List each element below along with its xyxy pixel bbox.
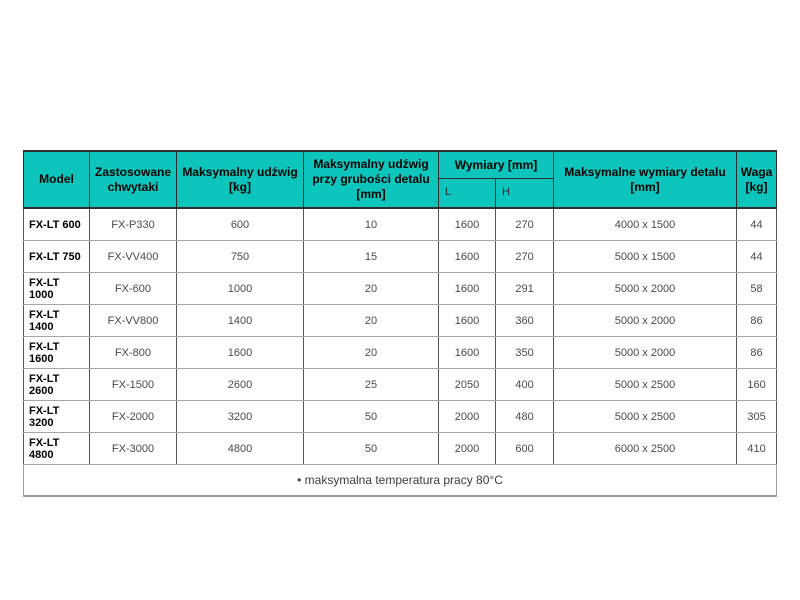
cell-max-lift: 3200 xyxy=(177,401,304,433)
cell-lift-thickness: 25 xyxy=(304,369,439,401)
cell-lift-thickness: 10 xyxy=(304,208,439,241)
cell-model: FX-LT 600 xyxy=(24,208,90,241)
cell-dim-h: 360 xyxy=(496,305,554,337)
table-row xyxy=(24,208,777,241)
cell-weight: 305 xyxy=(737,401,777,433)
col-header-max-lift: Maksymalny udźwig [kg] xyxy=(177,151,304,208)
cell-detail-dims: 6000 x 2500 xyxy=(554,433,737,465)
cell-detail-dims: 5000 x 2000 xyxy=(554,273,737,305)
cell-model: FX-LT 1600 xyxy=(24,337,90,369)
cell-gripper: FX-3000 xyxy=(90,433,177,465)
cell-model: FX-LT 4800 xyxy=(24,433,90,465)
cell-gripper: FX-600 xyxy=(90,273,177,305)
cell-dim-h: 270 xyxy=(496,208,554,241)
cell-gripper: FX-VV400 xyxy=(90,241,177,273)
cell-lift-thickness: 50 xyxy=(304,401,439,433)
cell-gripper: FX-2000 xyxy=(90,401,177,433)
cell-model: FX-LT 750 xyxy=(24,241,90,273)
cell-dim-l: 1600 xyxy=(439,241,496,273)
cell-max-lift: 4800 xyxy=(177,433,304,465)
table-footer xyxy=(24,465,777,497)
cell-gripper: FX-P330 xyxy=(90,208,177,241)
footnote-row xyxy=(24,465,777,497)
cell-dim-h: 480 xyxy=(496,401,554,433)
cell-lift-thickness: 50 xyxy=(304,433,439,465)
product-spec-table xyxy=(23,150,777,497)
col-header-model: Model xyxy=(24,151,90,208)
col-header-dimensions-group: Wymiary [mm] xyxy=(439,151,554,179)
cell-weight: 160 xyxy=(737,369,777,401)
table-row xyxy=(24,241,777,273)
cell-dim-h: 350 xyxy=(496,337,554,369)
table-row xyxy=(24,369,777,401)
table-row xyxy=(24,305,777,337)
cell-dim-h: 600 xyxy=(496,433,554,465)
cell-max-lift: 1600 xyxy=(177,337,304,369)
table-row xyxy=(24,401,777,433)
cell-detail-dims: 4000 x 1500 xyxy=(554,208,737,241)
col-header-dim-l: L xyxy=(439,179,496,209)
cell-weight: 44 xyxy=(737,208,777,241)
cell-dim-h: 291 xyxy=(496,273,554,305)
cell-weight: 410 xyxy=(737,433,777,465)
cell-model: FX-LT 2600 xyxy=(24,369,90,401)
cell-detail-dims: 5000 x 2000 xyxy=(554,305,737,337)
col-header-grippers: Zastosowane chwytaki xyxy=(90,151,177,208)
cell-model: FX-LT 3200 xyxy=(24,401,90,433)
col-header-dim-h: H xyxy=(496,179,554,209)
cell-lift-thickness: 15 xyxy=(304,241,439,273)
cell-max-lift: 1400 xyxy=(177,305,304,337)
cell-detail-dims: 5000 x 1500 xyxy=(554,241,737,273)
cell-dim-l: 1600 xyxy=(439,305,496,337)
cell-detail-dims: 5000 x 2000 xyxy=(554,337,737,369)
col-header-max-detail-dims: Maksymalne wymiary detalu [mm] xyxy=(554,151,737,208)
cell-dim-h: 270 xyxy=(496,241,554,273)
cell-max-lift: 750 xyxy=(177,241,304,273)
cell-dim-h: 400 xyxy=(496,369,554,401)
cell-lift-thickness: 20 xyxy=(304,273,439,305)
footnote: • maksymalna temperatura pracy 80°C xyxy=(24,465,777,497)
cell-weight: 44 xyxy=(737,241,777,273)
cell-dim-l: 1600 xyxy=(439,273,496,305)
cell-gripper: FX-1500 xyxy=(90,369,177,401)
cell-lift-thickness: 20 xyxy=(304,305,439,337)
cell-dim-l: 2050 xyxy=(439,369,496,401)
cell-model: FX-LT 1400 xyxy=(24,305,90,337)
cell-model: FX-LT 1000 xyxy=(24,273,90,305)
table-header xyxy=(24,151,777,208)
cell-max-lift: 2600 xyxy=(177,369,304,401)
cell-detail-dims: 5000 x 2500 xyxy=(554,401,737,433)
table-row xyxy=(24,337,777,369)
cell-weight: 86 xyxy=(737,337,777,369)
cell-lift-thickness: 20 xyxy=(304,337,439,369)
cell-dim-l: 2000 xyxy=(439,433,496,465)
cell-weight: 86 xyxy=(737,305,777,337)
cell-dim-l: 1600 xyxy=(439,208,496,241)
cell-max-lift: 1000 xyxy=(177,273,304,305)
header-row-main xyxy=(24,151,777,179)
cell-weight: 58 xyxy=(737,273,777,305)
cell-gripper: FX-VV800 xyxy=(90,305,177,337)
table-row xyxy=(24,273,777,305)
cell-detail-dims: 5000 x 2500 xyxy=(554,369,737,401)
cell-max-lift: 600 xyxy=(177,208,304,241)
col-header-weight: Waga [kg] xyxy=(737,151,777,208)
cell-dim-l: 2000 xyxy=(439,401,496,433)
table-row xyxy=(24,433,777,465)
table-body xyxy=(24,208,777,465)
col-header-max-lift-thickness: Maksymalny udźwig przy grubości detalu [mm] xyxy=(304,151,439,208)
cell-gripper: FX-800 xyxy=(90,337,177,369)
cell-dim-l: 1600 xyxy=(439,337,496,369)
